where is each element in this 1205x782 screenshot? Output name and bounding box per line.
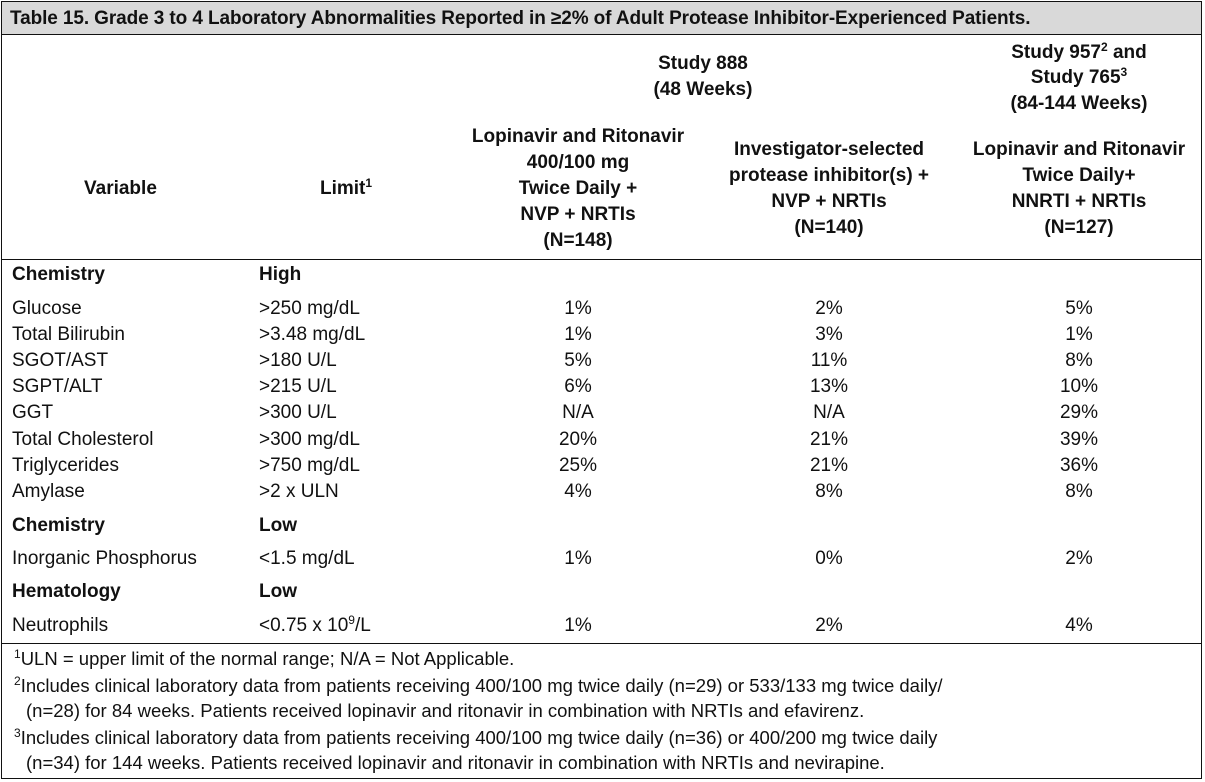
row-limit: >750 mg/dL: [259, 455, 360, 476]
footnote-2-cont: (n=28) for 84 weeks. Patients received lopinavir and ritonavir in combination with NRTIs and efavirenz.: [26, 700, 865, 721]
footnote-2: $^2$Includes clinical laboratory data from patients receiving 400/100 mg twice daily (n=29) or 533/133 mg twice daily/: [14, 674, 943, 696]
header-col3-line3: NNRTI + NRTIs: [1011, 191, 1147, 212]
header-col3-line4: (N=127): [1044, 217, 1114, 238]
table-title-bar: [2, 2, 1201, 35]
section-level-high: High: [259, 264, 302, 285]
row-variable: Triglycerides: [12, 455, 119, 476]
row-col3: 39%: [1059, 429, 1099, 450]
footnote-divider: [2, 643, 1201, 644]
row-limit: >250 mg/dL: [259, 298, 360, 319]
row-col2: 21%: [809, 429, 849, 450]
row-variable: Glucose: [12, 298, 82, 319]
row-col3: 10%: [1059, 376, 1099, 397]
row-col3: 4%: [1065, 615, 1093, 636]
header-col1-line4: NVP + NRTIs: [520, 204, 636, 225]
row-col2: 8%: [815, 481, 843, 502]
header-col2-line3: NVP + NRTIs: [771, 191, 887, 212]
row-col2: 3%: [815, 324, 843, 345]
row-limit: <1.5 mg/dL: [259, 548, 355, 569]
row-variable: GGT: [12, 402, 54, 423]
header-col1-line2: 400/100 mg: [526, 152, 630, 173]
row-col3: 2%: [1065, 548, 1093, 569]
row-col1: 25%: [558, 455, 598, 476]
row-limit: >300 U/L: [259, 402, 337, 423]
row-col1: 1%: [564, 298, 592, 319]
section-hematology-low: Hematology: [12, 581, 121, 602]
row-col1: 6%: [564, 376, 592, 397]
section-level-low: Low: [259, 515, 297, 536]
row-col1: 4%: [564, 481, 592, 502]
row-col3: 8%: [1065, 481, 1093, 502]
header-col1-line3: Twice Daily +: [518, 178, 638, 199]
row-variable: SGPT/ALT: [12, 376, 103, 397]
header-study-888: Study 888: [658, 53, 748, 74]
row-col2: 13%: [809, 376, 849, 397]
header-col1-line5: (N=148): [543, 230, 613, 251]
header-study-765: Study $765^3$: [1030, 65, 1128, 88]
row-col3: 8%: [1065, 350, 1093, 371]
row-limit: >180 U/L: [259, 350, 337, 371]
row-limit: <0.75 x $10^9/L$: [259, 613, 371, 636]
footnote-3: $^3$Includes clinical laboratory data from patients receiving 400/100 mg twice daily (n=36) or 400/200 mg twice daily: [14, 726, 938, 748]
header-study-957: Study $957^2$ and: [1011, 40, 1147, 63]
row-variable: Inorganic Phosphorus: [12, 548, 197, 569]
row-col2: 21%: [809, 455, 849, 476]
section-level-low: Low: [259, 581, 297, 602]
row-col1: 5%: [564, 350, 592, 371]
header-variable: Variable: [84, 178, 157, 199]
row-col3: 36%: [1059, 455, 1099, 476]
row-limit: >3.48 mg/dL: [259, 324, 366, 345]
row-col2: N/A: [813, 402, 845, 423]
row-variable: Neutrophils: [12, 615, 109, 636]
footnote-3-cont: (n=34) for 144 weeks. Patients received lopinavir and ritonavir in combination with NRTIs and nevirapine.: [26, 752, 885, 773]
header-col2-line1: Investigator-selected: [733, 139, 925, 160]
row-limit: >300 mg/dL: [259, 429, 360, 450]
row-col2: 2%: [815, 298, 843, 319]
row-col1: 1%: [564, 324, 592, 345]
row-col1: N/A: [562, 402, 594, 423]
row-col3: 1%: [1065, 324, 1093, 345]
row-variable: Total Bilirubin: [12, 324, 125, 345]
row-limit: >215 U/L: [259, 376, 337, 397]
row-col1: 20%: [558, 429, 598, 450]
section-chemistry-high: Chemistry: [12, 264, 105, 285]
row-variable: Amylase: [12, 481, 85, 502]
row-col1: 1%: [564, 548, 592, 569]
row-col3: 29%: [1059, 402, 1099, 423]
header-divider: [2, 259, 1201, 260]
header-col1-line1: Lopinavir and Ritonavir: [471, 126, 685, 147]
header-study-888-weeks: (48 Weeks): [653, 79, 753, 100]
row-col2: 0%: [815, 548, 843, 569]
row-variable: SGOT/AST: [12, 350, 109, 371]
header-col3-line1: Lopinavir and Ritonavir: [972, 139, 1186, 160]
header-study-957-weeks: (84-144 Weeks): [1010, 93, 1148, 114]
row-col2: 2%: [815, 615, 843, 636]
row-limit: >2 x ULN: [259, 481, 339, 502]
header-col2-line2: protease inhibitor(s) +: [728, 165, 930, 186]
header-col3-line2: Twice Daily+: [1022, 165, 1136, 186]
table-frame: [1, 1, 1202, 779]
header-col2-line4: (N=140): [794, 217, 864, 238]
table-title: Table 15. Grade 3 to 4 Laboratory Abnormalities Reported in ≥2% of Adult Protease Inhibitor-Experienced Patients.: [10, 8, 1031, 29]
row-col1: 1%: [564, 615, 592, 636]
row-variable: Total Cholesterol: [12, 429, 154, 450]
section-chemistry-low: Chemistry: [12, 515, 105, 536]
row-col3: 5%: [1065, 298, 1093, 319]
footnote-1: $^1$ULN = upper limit of the normal range; N/A = Not Applicable.: [14, 647, 515, 669]
row-col2: 11%: [810, 350, 848, 371]
header-limit: Limit$^1$: [320, 176, 373, 199]
